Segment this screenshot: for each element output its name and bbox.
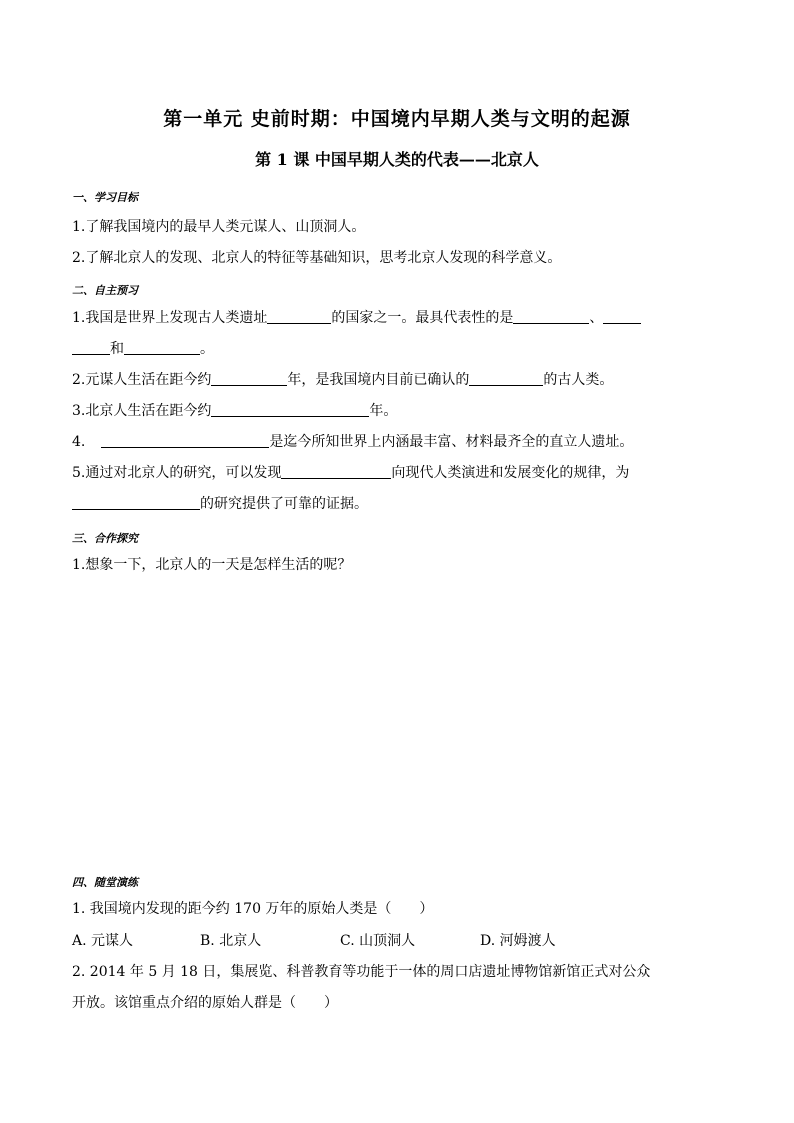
preview-q4-text-b: 是迄今所知世界上内涵最丰富、材料最齐全的直立人遗址。 [269,434,634,450]
preview-q1-text-a: 1.我国是世界上发现古人类遗址 [72,310,268,326]
answer-blank[interactable] [101,433,269,448]
answer-blank[interactable] [72,495,200,510]
preview-question-5-cont [72,493,368,513]
answer-blank[interactable] [124,340,200,355]
preview-q3-text-a: 3.北京人生活在距今约 [72,403,212,419]
preview-question-5 [72,462,629,482]
preview-q2-text-a: 2.元谋人生活在距今约 [72,372,212,388]
preview-q5-text-c: 的研究提供了可靠的证据。 [200,496,368,512]
answer-blank[interactable] [72,340,110,355]
preview-q3-text-b: 年。 [369,403,398,419]
option-b[interactable]: B. 北京人 [200,933,262,949]
preview-q1-text-e: 。 [200,341,214,357]
answer-blank[interactable] [267,309,331,324]
practice-question-1: 1. 我国境内发现的距今约 170 万年的原始人类是（ ） [72,901,434,917]
preview-question-3 [72,400,397,420]
explore-question-1: 1.想象一下，北京人的一天是怎样生活的呢？ [72,557,352,573]
preview-q5-text-a: 5.通过对北京人的研究，可以发现 [72,465,282,481]
practice-question-2: 2. 2014 年 5 月 18 日，集展览、科普教育等功能于一体的周口店遗址博物馆新馆正式对公众 [72,964,651,980]
answer-blank[interactable] [603,309,641,324]
section-heading-explore: 三、合作探究 [72,532,138,545]
answer-blank[interactable] [469,371,543,386]
option-c[interactable]: C. 山顶洞人 [340,933,416,949]
option-a[interactable]: A. 元谋人 [72,933,134,949]
section-heading-practice: 四、随堂演练 [72,876,138,889]
preview-q5-text-b: 向现代人类演进和发展变化的规律，为 [391,465,630,481]
section-heading-preview: 二、自主预习 [72,284,138,297]
preview-q2-text-b: 年，是我国境内目前已确认的 [287,372,470,388]
preview-q4-text-a: 4. [72,434,86,450]
preview-question-1-cont [72,338,214,358]
lesson-title: 第 1 课 中国早期人类的代表——北京人 [255,150,539,169]
answer-blank[interactable] [211,371,287,386]
answer-blank[interactable] [211,402,369,417]
answer-blank[interactable] [513,309,589,324]
preview-q2-text-c: 的古人类。 [543,372,614,388]
preview-q1-text-b: 的国家之一。最具代表性的是 [331,310,514,326]
preview-question-2 [72,369,613,389]
preview-q1-text-d: 和 [110,341,124,357]
goal-item-1: 1.了解我国境内的最早人类元谋人、山顶洞人。 [72,219,366,235]
preview-question-1 [72,307,641,327]
section-heading-goals: 一、学习目标 [72,191,138,204]
practice-question-1-options [72,930,556,950]
preview-q1-text-c: 、 [589,310,604,326]
answer-blank[interactable] [281,464,391,479]
preview-question-4 [72,431,633,451]
option-d[interactable]: D. 河姆渡人 [480,933,556,949]
goal-item-2: 2.了解北京人的发现、北京人的特征等基础知识，思考北京人发现的科学意义。 [72,250,562,266]
practice-question-2-cont: 开放。该馆重点介绍的原始人群是（ ） [72,995,338,1011]
unit-title: 第一单元 史前时期：中国境内早期人类与文明的起源 [163,108,631,130]
